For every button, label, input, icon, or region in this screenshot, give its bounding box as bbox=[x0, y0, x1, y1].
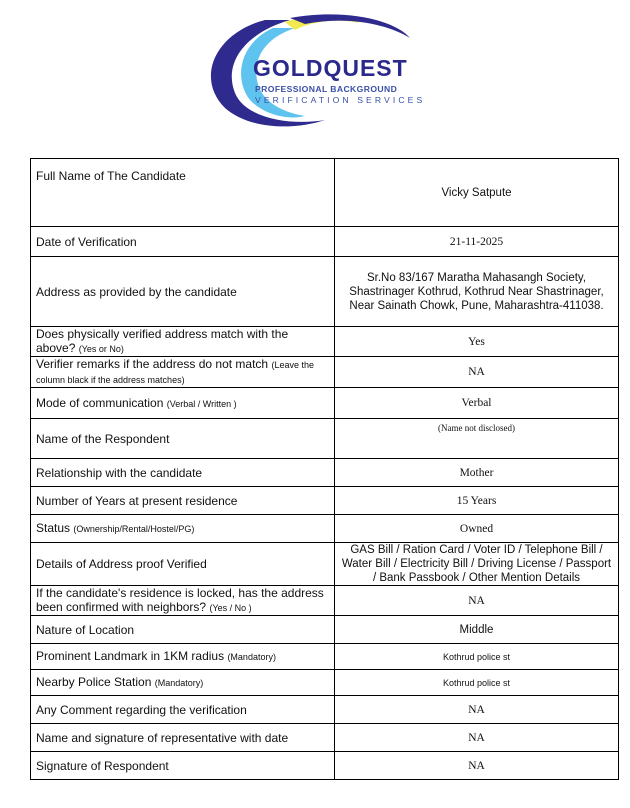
table-row bbox=[31, 644, 619, 670]
field-label-text: Date of Verification bbox=[36, 234, 137, 249]
table-row bbox=[31, 327, 619, 357]
field-value: 21-11-2025 bbox=[335, 227, 619, 257]
field-label-text: Number of Years at present residence bbox=[36, 493, 238, 508]
field-value: Verbal bbox=[335, 388, 619, 419]
field-value: Kothrud police st bbox=[335, 670, 619, 696]
field-label-text: Prominent Landmark in 1KM radius bbox=[36, 649, 225, 663]
field-value: Middle bbox=[335, 616, 619, 644]
field-label-text: Details of Address proof Verified bbox=[36, 557, 207, 571]
field-label bbox=[31, 616, 335, 644]
field-label-note: (Ownership/Rental/Hostel/PG) bbox=[73, 524, 195, 534]
field-label bbox=[31, 696, 335, 724]
field-label-note: (Yes or No) bbox=[78, 344, 124, 354]
table-row bbox=[31, 227, 619, 257]
field-value: Yes bbox=[335, 327, 619, 357]
field-label bbox=[31, 257, 335, 327]
field-value: GAS Bill / Ration Card / Voter ID / Telephone Bill / Water Bill / Electricity Bill / Driving License / Passport / Bank Passbook / Other Mention Details bbox=[335, 543, 619, 586]
field-label bbox=[31, 724, 335, 752]
field-label-note: (Verbal / Written ) bbox=[166, 398, 237, 409]
table-row bbox=[31, 586, 619, 616]
field-label-text: Does physically verified address match with the above? bbox=[36, 327, 289, 355]
table-row bbox=[31, 515, 619, 543]
field-label-note: (Yes / No ) bbox=[209, 603, 252, 613]
field-label-text: Name of the Respondent bbox=[36, 431, 170, 446]
field-label-text: Nature of Location bbox=[36, 622, 135, 637]
field-value: Sr.No 83/167 Maratha Mahasangh Society, Shastrinager Kothrud, Kothrud Near Shastrinager, Near Sainath Chowk, Pune, Maharashtra-411038. bbox=[335, 257, 619, 327]
field-value: Vicky Satpute bbox=[335, 159, 619, 227]
field-label bbox=[31, 419, 335, 459]
field-label-note: (Mandatory) bbox=[227, 652, 276, 662]
field-value: NA bbox=[335, 357, 619, 388]
table-row bbox=[31, 159, 619, 227]
field-label-text: Status bbox=[36, 521, 71, 535]
field-label-note: (Leave the column black if the address matches) bbox=[36, 360, 314, 385]
table-row bbox=[31, 388, 619, 419]
field-label-text: Address as provided by the candidate bbox=[36, 284, 237, 299]
field-label-text: Signature of Respondent bbox=[36, 758, 169, 773]
field-label bbox=[31, 327, 335, 357]
field-label-text: Any Comment regarding the verification bbox=[36, 702, 247, 717]
verification-table bbox=[30, 158, 619, 780]
goldquest-logo: GOLDQUEST PROFESSIONAL BACKGROUND VERIFICATION SERVICES bbox=[195, 8, 465, 133]
field-value: 15 Years bbox=[335, 487, 619, 515]
table-row bbox=[31, 543, 619, 586]
field-value: NA bbox=[335, 752, 619, 780]
field-label-text: Mode of communication bbox=[36, 395, 164, 410]
field-label-text: Full Name of The Candidate bbox=[36, 169, 186, 183]
field-label bbox=[31, 586, 335, 616]
field-label bbox=[31, 752, 335, 780]
field-value: Mother bbox=[335, 459, 619, 487]
field-value: NA bbox=[335, 696, 619, 724]
table-row bbox=[31, 487, 619, 515]
field-label bbox=[31, 515, 335, 543]
table-row bbox=[31, 357, 619, 388]
field-label bbox=[31, 543, 335, 586]
field-value: NA bbox=[335, 586, 619, 616]
field-label bbox=[31, 459, 335, 487]
table-row bbox=[31, 459, 619, 487]
field-label-text: Verifier remarks if the address do not match bbox=[36, 357, 269, 371]
table-row bbox=[31, 724, 619, 752]
field-value: NA bbox=[335, 724, 619, 752]
field-label bbox=[31, 670, 335, 696]
field-value: Kothrud police st bbox=[335, 644, 619, 670]
table-row bbox=[31, 257, 619, 327]
field-label bbox=[31, 644, 335, 670]
field-label-text: Nearby Police Station bbox=[36, 675, 152, 689]
field-label bbox=[31, 487, 335, 515]
field-label-text: Relationship with the candidate bbox=[36, 465, 203, 480]
table-row bbox=[31, 670, 619, 696]
table-row bbox=[31, 696, 619, 724]
field-label-note: (Mandatory) bbox=[154, 678, 204, 688]
table-row bbox=[31, 752, 619, 780]
field-value: (Name not disclosed) bbox=[335, 419, 619, 459]
table-row bbox=[31, 616, 619, 644]
field-label bbox=[31, 388, 335, 419]
field-label bbox=[31, 227, 335, 257]
field-label bbox=[31, 357, 335, 388]
field-label-text: If the candidate's residence is locked, has the address been confirmed with neighbors? bbox=[36, 586, 324, 614]
field-label bbox=[31, 159, 335, 227]
field-label-text: Name and signature of representative with date bbox=[36, 730, 289, 745]
field-value: Owned bbox=[335, 515, 619, 543]
table-row bbox=[31, 419, 619, 459]
